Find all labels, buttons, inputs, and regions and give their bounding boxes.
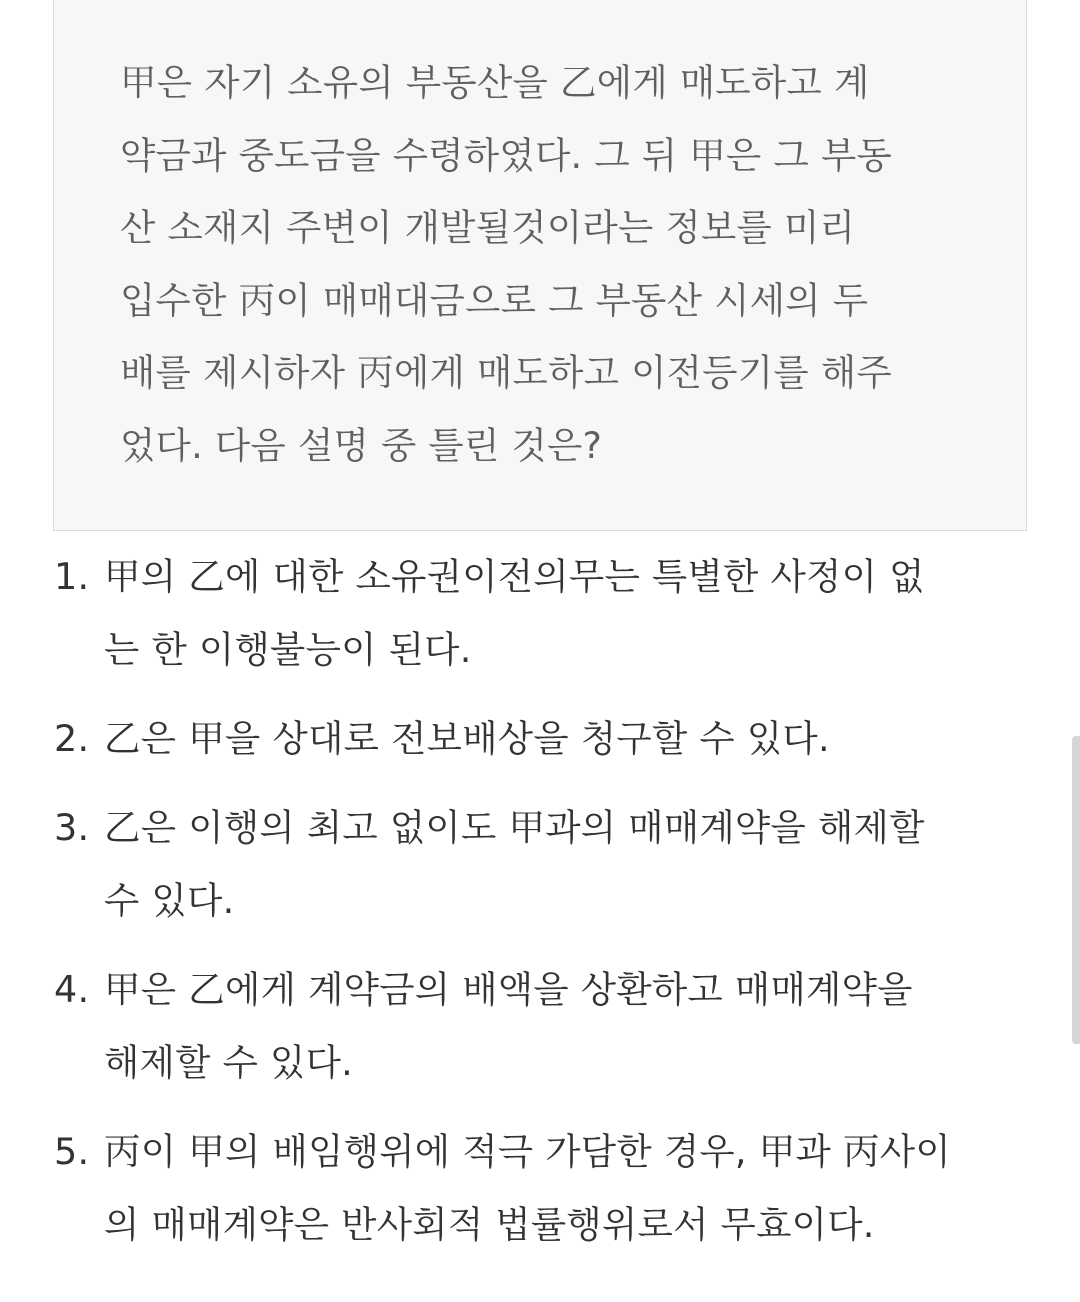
question-line: 었다. 다음 설명 중 틀린 것은? (120, 423, 603, 467)
question-text (120, 47, 980, 482)
option-number: 4. (54, 968, 90, 1011)
question-line: 약금과 중도금을 수령하였다. 그 뒤 甲은 그 부동 (120, 133, 893, 177)
question-box (53, 0, 1027, 531)
option-number: 5. (54, 1130, 90, 1173)
answer-options (54, 540, 1054, 1277)
question-line: 甲은 자기 소유의 부동산을 乙에게 매도하고 계 (120, 61, 870, 104)
option-line: 乙은 이행의 최고 없이도 甲과의 매매계약을 해제할 (104, 806, 925, 849)
option-1[interactable] (54, 540, 1054, 686)
option-line: 甲의 乙에 대한 소유권이전의무는 특별한 사정이 없 (104, 555, 925, 598)
option-line: 甲은 乙에게 계약금의 배액을 상환하고 매매계약을 (104, 968, 913, 1011)
option-line: 는 한 이행불능이 된다. (104, 628, 472, 671)
question-line: 산 소재지 주변이 개발될것이라는 정보를 미리 (120, 206, 856, 249)
option-line: 수 있다. (104, 879, 235, 922)
question-line: 입수한 丙이 매매대금으로 그 부동산 시세의 두 (120, 278, 869, 322)
question-line: 배를 제시하자 丙에게 매도하고 이전등기를 해주 (120, 351, 892, 394)
option-number: 1. (54, 555, 90, 598)
option-line: 乙은 甲을 상대로 전보배상을 청구할 수 있다. (104, 717, 830, 760)
option-4[interactable] (54, 953, 1054, 1099)
scrollbar-thumb[interactable] (1072, 736, 1080, 1044)
option-5[interactable] (54, 1115, 1054, 1261)
option-line: 丙이 甲의 배임행위에 적극 가담한 경우, 甲과 丙사이 (104, 1130, 951, 1173)
option-3[interactable] (54, 791, 1054, 937)
option-number: 2. (54, 717, 90, 760)
option-number: 3. (54, 806, 90, 849)
option-line: 해제할 수 있다. (104, 1041, 354, 1084)
option-2[interactable] (54, 702, 1054, 775)
option-line: 의 매매계약은 반사회적 법률행위로서 무효이다. (104, 1203, 875, 1246)
